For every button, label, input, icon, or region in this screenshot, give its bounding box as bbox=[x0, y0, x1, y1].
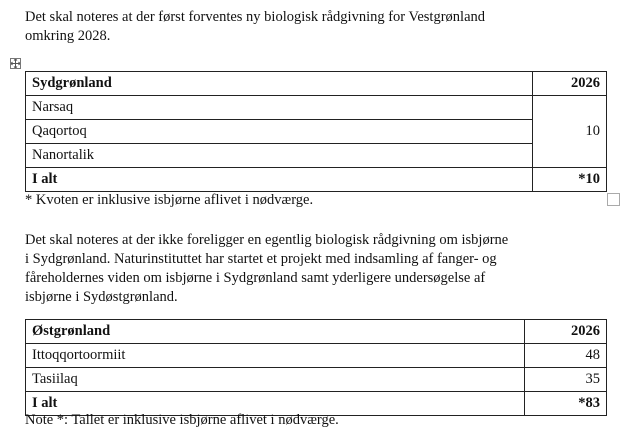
table-row bbox=[26, 368, 607, 392]
table-header-row bbox=[26, 320, 607, 344]
table-row bbox=[26, 96, 607, 120]
paragraph-line: i Sydgrønland. Naturinstituttet har startet et projekt med indsamling af fanger- og bbox=[25, 251, 497, 267]
town-cell: Narsaq bbox=[26, 96, 533, 120]
region-header: Østgrønland bbox=[26, 320, 525, 344]
total-label: I alt bbox=[26, 168, 533, 192]
town-cell: Ittoqqortoormiit bbox=[26, 344, 525, 368]
town-cell: Tasiilaq bbox=[26, 368, 525, 392]
paragraph-line: isbjørne i Sydøstgrønland. bbox=[25, 289, 178, 305]
region-header: Sydgrønland bbox=[26, 72, 533, 96]
table-row bbox=[26, 344, 607, 368]
total-value: *10 bbox=[533, 168, 607, 192]
total-value: *83 bbox=[525, 392, 607, 416]
footnote-2: Note *: Tallet er inklusive isbjørne aflivet i nødværge. bbox=[25, 412, 339, 428]
quota-cell: 48 bbox=[525, 344, 607, 368]
table-total-row bbox=[26, 168, 607, 192]
town-cell: Nanortalik bbox=[26, 144, 533, 168]
paragraph-line: Det skal noteres at der ikke foreligger en egentlig biologisk rådgivning om isbjørne bbox=[25, 232, 509, 248]
total-label: I alt bbox=[26, 392, 525, 416]
paragraph-line: fåreholdernes viden om isbjørne i Sydgrønland samt yderligere undersøgelse af bbox=[25, 270, 486, 286]
footnote-1: * Kvoten er inklusive isbjørne aflivet i nødværge. bbox=[25, 192, 314, 208]
cell-end-marker bbox=[607, 193, 620, 206]
paragraph-sydgronland bbox=[25, 231, 508, 307]
paragraph-line: omkring 2028. bbox=[25, 28, 111, 44]
table-row bbox=[26, 144, 607, 168]
paragraph-vestgronland bbox=[25, 8, 485, 46]
year-header: 2026 bbox=[525, 320, 607, 344]
town-cell: Qaqortoq bbox=[26, 120, 533, 144]
quota-cell: 35 bbox=[525, 368, 607, 392]
table-sydgronland bbox=[25, 71, 607, 192]
table-row bbox=[26, 120, 607, 144]
paragraph-line: Det skal noteres at der først forventes ny biologisk rådgivning for Vestgrønland bbox=[25, 9, 486, 25]
table-header-row bbox=[26, 72, 607, 96]
table-move-handle-icon[interactable] bbox=[10, 58, 21, 69]
year-header: 2026 bbox=[533, 72, 607, 96]
merged-quota-cell: 10 bbox=[533, 96, 607, 168]
table-ostgronland bbox=[25, 319, 607, 416]
